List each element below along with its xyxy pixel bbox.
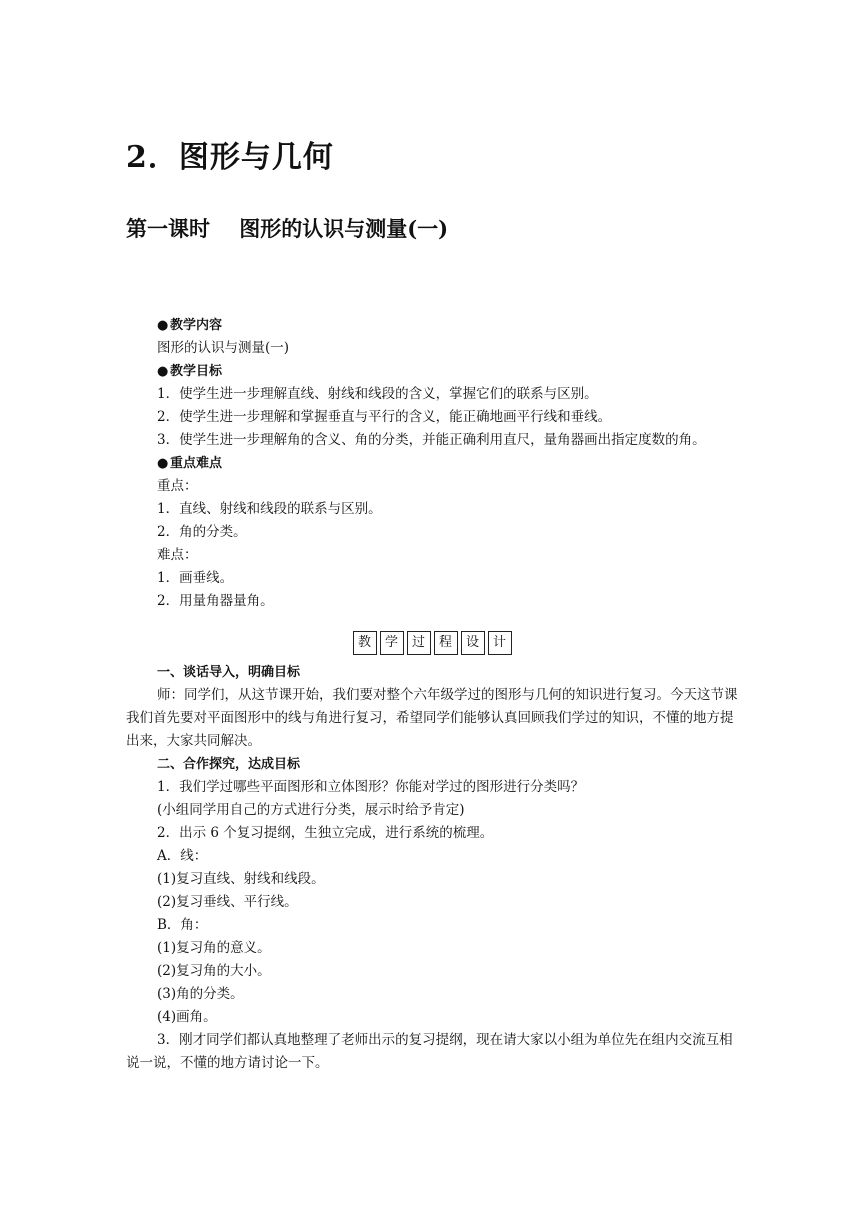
banner-char: 计 (488, 631, 512, 655)
key-item: 1．直线、射线和线段的联系与区别。 (157, 501, 382, 517)
section2-line: (1)复习直线、射线和线段。 (157, 871, 325, 887)
difficult-item: 2．用量角器量角。 (157, 593, 274, 609)
goal-item: 3．使学生进一步理解角的含义、角的分类，并能正确利用直尺，量角器画出指定度数的角。 (157, 432, 706, 448)
banner-char: 设 (461, 631, 485, 655)
section2-last-paragraph: 3．刚才同学们都认真地整理了老师出示的复习提纲，现在请大家以小组为单位先在组内交流互相说一说，不懂的地方请讨论一下。 (126, 1032, 733, 1071)
teaching-content-heading: ● 教学内容 (126, 314, 738, 337)
goal-item: 2．使学生进一步理解和掌握垂直与平行的含义，能正确地画平行线和垂线。 (157, 409, 612, 425)
section2-line: (1)复习角的意义。 (157, 940, 271, 956)
section2-line: 2．出示 6 个复习提纲，生独立完成，进行系统的梳理。 (157, 825, 494, 841)
bullet-icon: ● (157, 318, 169, 333)
section2-line: (3)角的分类。 (157, 986, 244, 1002)
section2-line: (4)画角。 (157, 1009, 217, 1025)
section2-line: B．角： (157, 917, 208, 933)
banner-char: 学 (380, 631, 404, 655)
document-body (126, 314, 738, 1075)
section2-line: A．线： (157, 848, 208, 864)
difficult-label: 难点： (157, 547, 198, 563)
goal-item: 1．使学生进一步理解直线、射线和线段的含义，掌握它们的联系与区别。 (157, 386, 598, 402)
section1-heading: 一、谈话导入，明确目标 (157, 665, 301, 680)
bullet-icon: ● (157, 364, 169, 379)
teaching-goals-heading: ● 教学目标 (126, 360, 738, 383)
key-item: 2．角的分类。 (157, 524, 247, 540)
chapter-title: 2．图形与几何 (126, 140, 334, 175)
difficult-item: 1．画垂线。 (157, 570, 234, 586)
process-design-banner (126, 631, 738, 655)
section2-line: (2)复习垂线、平行线。 (157, 894, 298, 910)
key-label: 重点： (157, 478, 198, 494)
lesson-title: 第一课时 图形的认识与测量(一) (126, 216, 449, 241)
teaching-content-text: 图形的认识与测量(一) (157, 340, 290, 356)
banner-char: 过 (407, 631, 431, 655)
section1-paragraph: 师：同学们，从这节课开始，我们要对整个六年级学过的图形与几何的知识进行复习。今天这节课我们首先要对平面图形中的线与角进行复习，希望同学们能够认真回顾我们学过的知识，不懂的地方提出来，大家共同解决。 (126, 687, 738, 749)
section2-heading: 二、合作探究，达成目标 (157, 757, 301, 772)
banner-char: 教 (353, 631, 377, 655)
banner-char: 程 (434, 631, 458, 655)
section2-line: 1．我们学过哪些平面图形和立体图形？你能对学过的图形进行分类吗？ (157, 779, 585, 795)
section2-line: (小组同学用自己的方式进行分类，展示时给予肯定) (157, 802, 465, 818)
section2-line: (2)复习角的大小。 (157, 963, 271, 979)
key-points-heading: ● 重点难点 (126, 452, 738, 475)
bullet-icon: ● (157, 456, 169, 471)
